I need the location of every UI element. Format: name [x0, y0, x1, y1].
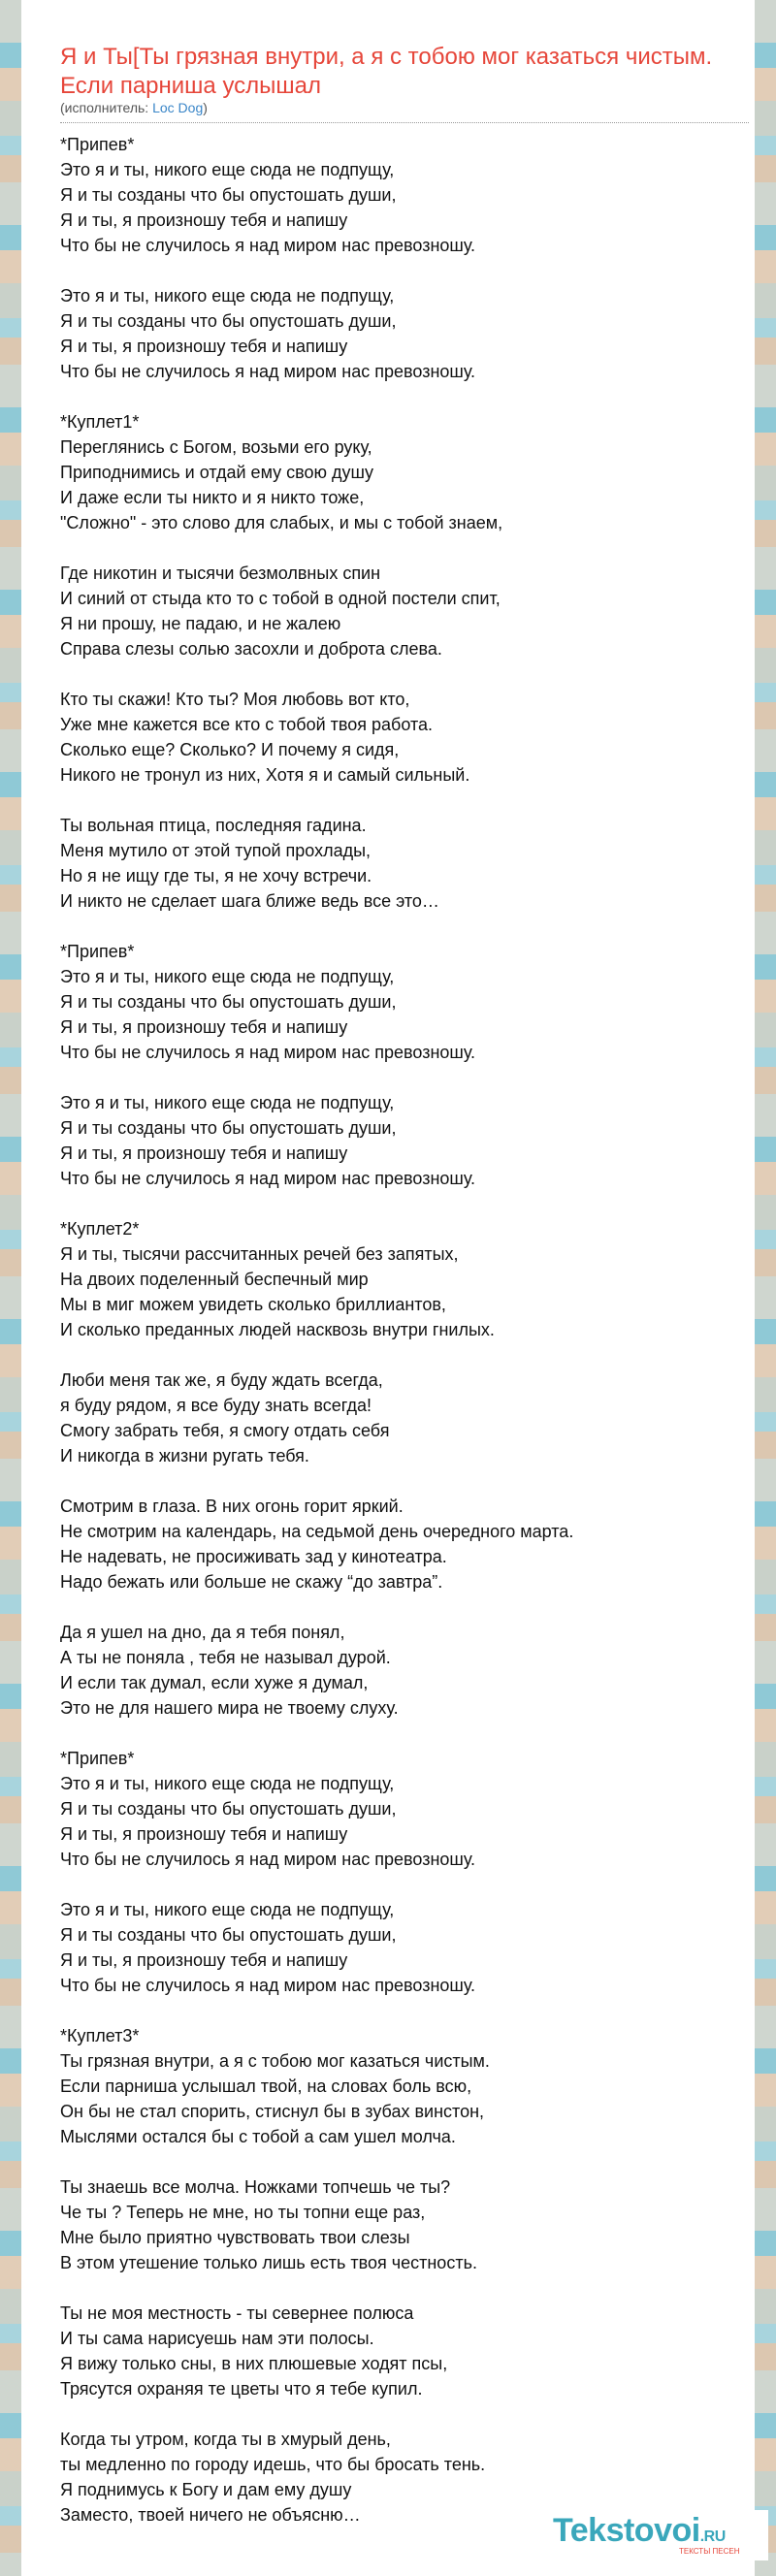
lyrics-stanza: [60, 687, 749, 788]
lyrics-line: Что бы не случилось я над миром нас превозношу.: [60, 1169, 476, 1188]
lyrics-line: Мыслями остался бы с тобой а сам ушел молча.: [60, 2127, 456, 2146]
lyrics-stanza: [60, 283, 749, 384]
lyrics-line: Я и ты, я произношу тебя и напишу: [60, 1824, 348, 1844]
lyrics-stanza: [60, 1216, 749, 1342]
lyrics-line: Это не для нашего мира не твоему слуху.: [60, 1698, 399, 1718]
lyrics-line: Я и ты созданы что бы опустошать души,: [60, 1925, 397, 1945]
lyrics-line: Смотрим в глаза. В них огонь горит яркий.: [60, 1497, 404, 1516]
lyrics-stanza: [60, 1620, 749, 1721]
lyrics-stanza: [60, 1746, 749, 1872]
lyrics-line: Когда ты утром, когда ты в хмурый день,: [60, 2430, 391, 2449]
lyrics-line: Но я не ищу где ты, я не хочу встречи.: [60, 866, 372, 886]
lyrics-line: Я и ты созданы что бы опустошать души,: [60, 185, 397, 205]
lyrics-line: Надо бежать или больше не скажу “до завтра”.: [60, 1572, 443, 1592]
lyrics-line: Я и ты, я произношу тебя и напишу: [60, 337, 348, 356]
lyrics-line: Я и ты созданы что бы опустошать души,: [60, 992, 397, 1012]
lyrics-line: Ты не моя местность - ты севернее полюса: [60, 2303, 414, 2323]
lyrics-line: *Куплет1*: [60, 412, 140, 432]
lyrics-line: Где никотин и тысячи безмолвных спин: [60, 564, 381, 583]
performer-line: [60, 100, 208, 115]
lyrics-line: Я и ты, тысячи рассчитанных речей без запятых,: [60, 1244, 459, 1264]
lyrics-line: Ты грязная внутри, а я с тобою мог казаться чистым.: [60, 2051, 490, 2071]
performer-suffix: ): [203, 100, 208, 115]
lyrics-line: Он бы не стал спорить, стиснул бы в зубах винстон,: [60, 2102, 485, 2121]
lyrics-line: И никогда в жизни ругать тебя.: [60, 1446, 309, 1465]
song-title: Я и Ты[Ты грязная внутри, а я с тобою мог казаться чистым. Если парниша услышал: [60, 44, 713, 99]
lyrics-line: Меня мутило от этой тупой прохлады,: [60, 841, 372, 860]
lyrics-line: "Сложно" - это слово для слабых, и мы с тобой знаем,: [60, 513, 503, 532]
lyrics-line: Я ни прошу, не падаю, и не жалею: [60, 614, 341, 633]
logo-domain-suffix: .RU: [699, 2528, 726, 2545]
lyrics-line: Это я и ты, никого еще сюда не подпущу,: [60, 286, 395, 306]
lyrics-line: Трясутся охраняя те цветы что я тебе купил.: [60, 2379, 423, 2399]
lyrics-line: Я и ты созданы что бы опустошать души,: [60, 1799, 397, 1819]
lyrics-line: Заместо, твоей ничего не объясню…: [60, 2505, 361, 2525]
lyrics-line: А ты не поняла , тебя не называл дурой.: [60, 1648, 391, 1667]
lyrics-line: Это я и ты, никого еще сюда не подпущу,: [60, 1774, 395, 1793]
lyrics-line: *Припев*: [60, 135, 135, 154]
lyrics-line: Справа слезы солью засохли и доброта слева.: [60, 639, 442, 659]
lyrics-line: И если так думал, если хуже я думал,: [60, 1673, 369, 1692]
lyrics-line: Переглянись с Богом, возьми его руку,: [60, 437, 372, 457]
lyrics-stanza: [60, 2301, 749, 2401]
lyrics-line: Что бы не случилось я над миром нас превозношу.: [60, 1976, 476, 1995]
lyrics-line: Это я и ты, никого еще сюда не подпущу,: [60, 967, 395, 986]
lyrics-stanza: [60, 939, 749, 1065]
lyrics-line: Я вижу только сны, в них плюшевые ходят псы,: [60, 2354, 448, 2373]
left-decorative-stripe: [0, 0, 21, 2576]
lyrics-stanza: [60, 1897, 749, 1998]
lyrics-line: Да я ушел на дно, да я тебя понял,: [60, 1623, 345, 1642]
lyrics-line: Это я и ты, никого еще сюда не подпущу,: [60, 160, 395, 179]
lyrics-stanza: [60, 1090, 749, 1191]
lyrics-line: Я и ты, я произношу тебя и напишу: [60, 1017, 348, 1037]
lyrics-line: Никого не тронул из них, Хотя я и самый сильный.: [60, 765, 470, 785]
right-decorative-stripe: [755, 0, 776, 2576]
lyrics-line: *Куплет2*: [60, 1219, 140, 1239]
lyrics-line: Уже мне кажется все кто с тобой твоя работа.: [60, 715, 434, 734]
lyrics-line: Это я и ты, никого еще сюда не подпущу,: [60, 1900, 395, 1919]
lyrics-line: И синий от стыда кто то с тобой в одной постели спит,: [60, 589, 501, 608]
lyrics-line: Смогу забрать тебя, я смогу отдать себя: [60, 1421, 390, 1440]
lyrics-line: И никто не сделает шага ближе ведь все это…: [60, 891, 439, 911]
lyrics-line: Я и ты, я произношу тебя и напишу: [60, 210, 348, 230]
lyrics-line: Я и ты созданы что бы опустошать души,: [60, 311, 397, 331]
lyrics-line: *Припев*: [60, 1749, 135, 1768]
lyrics-line: И сколько преданных людей насквозь внутри гнилых.: [60, 1320, 495, 1339]
lyrics-line: Не смотрим на календарь, на седьмой день очередного марта.: [60, 1522, 574, 1541]
lyrics-line: Я и ты, я произношу тебя и напишу: [60, 1143, 348, 1163]
lyrics-line: И ты сама нарисуешь нам эти полосы.: [60, 2329, 374, 2348]
lyrics-line: Что бы не случилось я над миром нас превозношу.: [60, 362, 476, 381]
lyrics-line: Если парниша услышал твой, на словах боль всю,: [60, 2077, 472, 2096]
lyrics-stanza: [60, 132, 749, 258]
lyrics-line: Че ты ? Теперь не мне, но ты топни еще раз,: [60, 2203, 426, 2222]
logo-tagline: ТЕКСТЫ ПЕСЕН: [679, 2547, 740, 2556]
lyrics-line: Люби меня так же, я буду ждать всегда,: [60, 1370, 383, 1390]
lyrics-line: Ты знаешь все молча. Ножками топчешь че ты?: [60, 2177, 451, 2197]
lyrics-line: Не надевать, не просиживать зад у кинотеатра.: [60, 1547, 447, 1566]
lyrics-stanza: [60, 2023, 749, 2149]
performer-prefix: (исполнитель:: [60, 100, 153, 115]
logo-brand-text: Tekstovoi: [553, 2512, 700, 2549]
lyrics-page: [21, 0, 755, 2576]
lyrics-stanza: [60, 1368, 749, 1468]
lyrics-line: Я и ты, я произношу тебя и напишу: [60, 1950, 348, 1970]
lyrics-line: Ты вольная птица, последняя гадина.: [60, 816, 367, 835]
lyrics-line: Приподнимись и отдай ему свою душу: [60, 463, 373, 482]
lyrics-line: Что бы не случилось я над миром нас превозношу.: [60, 236, 476, 255]
lyrics-line: В этом утешение только лишь есть твоя честность.: [60, 2253, 477, 2272]
lyrics-stanza: [60, 2174, 749, 2275]
title-divider: [60, 122, 749, 123]
lyrics-stanza: [60, 813, 749, 914]
artist-link[interactable]: Loc Dog: [152, 100, 204, 115]
lyrics-line: *Куплет3*: [60, 2026, 140, 2045]
lyrics-stanza: [60, 561, 749, 661]
lyrics-stanza: [60, 409, 749, 535]
lyrics-line: ты медленно по городу идешь, что бы бросать тень.: [60, 2455, 486, 2474]
lyrics-line: Я и ты созданы что бы опустошать души,: [60, 1118, 397, 1138]
lyrics-line: Это я и ты, никого еще сюда не подпущу,: [60, 1093, 395, 1112]
lyrics-line: И даже если ты никто и я никто тоже,: [60, 488, 365, 507]
lyrics-text: [60, 132, 749, 2528]
lyrics-line: На двоих поделенный беспечный мир: [60, 1270, 369, 1289]
lyrics-stanza: [60, 1494, 749, 1594]
lyrics-line: Я поднимусь к Богу и дам ему душу: [60, 2480, 352, 2499]
lyrics-line: *Припев*: [60, 942, 135, 961]
lyrics-line: Что бы не случилось я над миром нас превозношу.: [60, 1850, 476, 1869]
lyrics-line: Что бы не случилось я над миром нас превозношу.: [60, 1043, 476, 1062]
lyrics-line: Мы в миг можем увидеть сколько бриллиантов,: [60, 1295, 446, 1314]
site-logo[interactable]: [543, 2510, 768, 2560]
logo-wordmark: [553, 2512, 726, 2550]
lyrics-line: я буду рядом, я все буду знать всегда!: [60, 1396, 372, 1415]
lyrics-line: Мне было приятно чувствовать твои слезы: [60, 2228, 410, 2247]
lyrics-line: Сколько еще? Сколько? И почему я сидя,: [60, 740, 400, 759]
lyrics-line: Кто ты скажи! Кто ты? Моя любовь вот кто,: [60, 690, 410, 709]
